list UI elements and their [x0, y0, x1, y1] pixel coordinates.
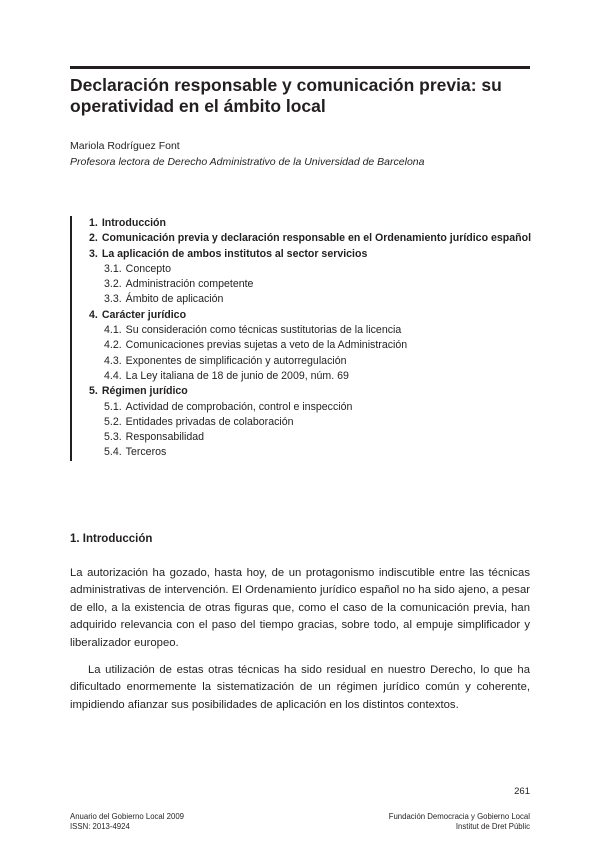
toc-entry-text: Actividad de comprobación, control e inspección [125, 400, 353, 413]
toc-entry-text: Entidades privadas de colaboración [125, 415, 294, 428]
toc-entry-number: 3.1. [104, 262, 122, 275]
toc-entry-text: Administración competente [125, 278, 254, 291]
toc-entry-4-3 [89, 354, 532, 369]
title-top-rule [70, 66, 530, 69]
toc-entry-number: 5.1. [104, 400, 122, 413]
toc-entry-3-3 [89, 292, 532, 307]
toc-entry-3-1 [89, 262, 532, 277]
footer-publication: Anuario del Gobierno Local 2009 [70, 812, 185, 821]
page-number: 261 [514, 786, 530, 797]
toc-entry-5-4 [89, 445, 532, 460]
toc-entry-number: 2. [89, 232, 98, 245]
toc-entry-1 [89, 216, 532, 231]
toc-entry-text: Comunicaciones previas sujetas a veto de la Administración [125, 339, 408, 352]
footer-left [70, 812, 184, 832]
toc-entry-text: Introducción [101, 217, 166, 229]
toc-entry-number: 5.3. [104, 431, 122, 444]
toc-entry-4-4 [89, 369, 532, 384]
toc-entry-number: 4.3. [104, 354, 122, 367]
article-title: Declaración responsable y comunicación previa: su operatividad en el ámbito local [70, 75, 502, 116]
toc-entry-4-1 [89, 323, 532, 338]
toc-entry-4-2 [89, 338, 532, 353]
toc-entry-5-3 [89, 430, 532, 445]
toc-entry-number: 4. [89, 308, 98, 321]
toc-entry-text: Su consideración como técnicas sustitutorias de la licencia [125, 324, 402, 337]
author-name: Mariola Rodríguez Font [70, 140, 180, 152]
toc-entry-5-2 [89, 415, 532, 430]
toc-entry-number: 1. [89, 217, 98, 229]
toc-entry-number: 3.2. [104, 278, 122, 291]
toc-entry-text: Terceros [125, 446, 167, 459]
toc-entry-5-1 [89, 400, 532, 415]
toc-entry-2 [89, 231, 532, 246]
toc-entry-text: Exponentes de simplificación y autorregulación [125, 354, 347, 367]
toc-entry-3 [89, 247, 532, 262]
toc-entry-text: Régimen jurídico [101, 385, 188, 398]
toc-entry-number: 5.2. [104, 415, 122, 428]
toc-entry-number: 4.2. [104, 339, 122, 352]
toc-entry-3-2 [89, 277, 532, 292]
toc-entry-number: 4.1. [104, 324, 122, 337]
toc-entry-text: Responsabilidad [125, 431, 205, 444]
toc-entry-number: 3. [89, 247, 98, 260]
toc-entry-text: La Ley italiana de 18 de junio de 2009, núm. 69 [125, 369, 349, 382]
toc-entry-text: Ámbito de aplicación [125, 293, 224, 306]
toc-entry-number: 5. [89, 385, 98, 398]
footer-issn: ISSN: 2013-4924 [70, 822, 130, 831]
toc-entry-4 [89, 308, 532, 323]
footer-institute: Institut de Dret Públic [455, 822, 530, 831]
footer-foundation: Fundación Democracia y Gobierno Local [388, 812, 530, 821]
toc-entry-number: 4.4. [104, 369, 122, 382]
author-affiliation: Profesora lectora de Derecho Administrativo de la Universidad de Barcelona [70, 156, 425, 168]
toc-entry-text: Carácter jurídico [101, 308, 187, 321]
table-of-contents [70, 216, 532, 461]
toc-entry-5 [89, 384, 532, 399]
section-heading: 1. Introducción [70, 533, 153, 545]
footer-right [389, 812, 530, 832]
body-paragraph-2: La utilización de estas otras técnicas ha sido residual en nuestro Derecho, lo que ha dificultado enormemente la sistematización de un régimen jurídico común y coherente, impidiendo afianzar sus posibilidades de aplicación en los distintos contextos. [70, 664, 530, 711]
toc-entry-text: La aplicación de ambos institutos al sector servicios [101, 247, 368, 260]
body-paragraph-1: La autorización ha gozado, hasta hoy, de un protagonismo indiscutible entre las técnicas administrativas de intervención. El Ordenamiento jurídico español no ha sido ajeno, a pesar de ello, a la existencia de otras figuras que, como el caso de la comunicación previa, han adquirido relevancia con el paso del tiempo gracias, sobre todo, al empuje simplificador y liberalizador europeo. [70, 567, 530, 649]
toc-entry-number: 5.4. [104, 446, 122, 459]
toc-entry-number: 3.3. [104, 293, 122, 306]
toc-entry-text: Concepto [125, 262, 172, 275]
toc-entry-text: Comunicación previa y declaración responsable en el Ordenamiento jurídico español [101, 232, 532, 245]
